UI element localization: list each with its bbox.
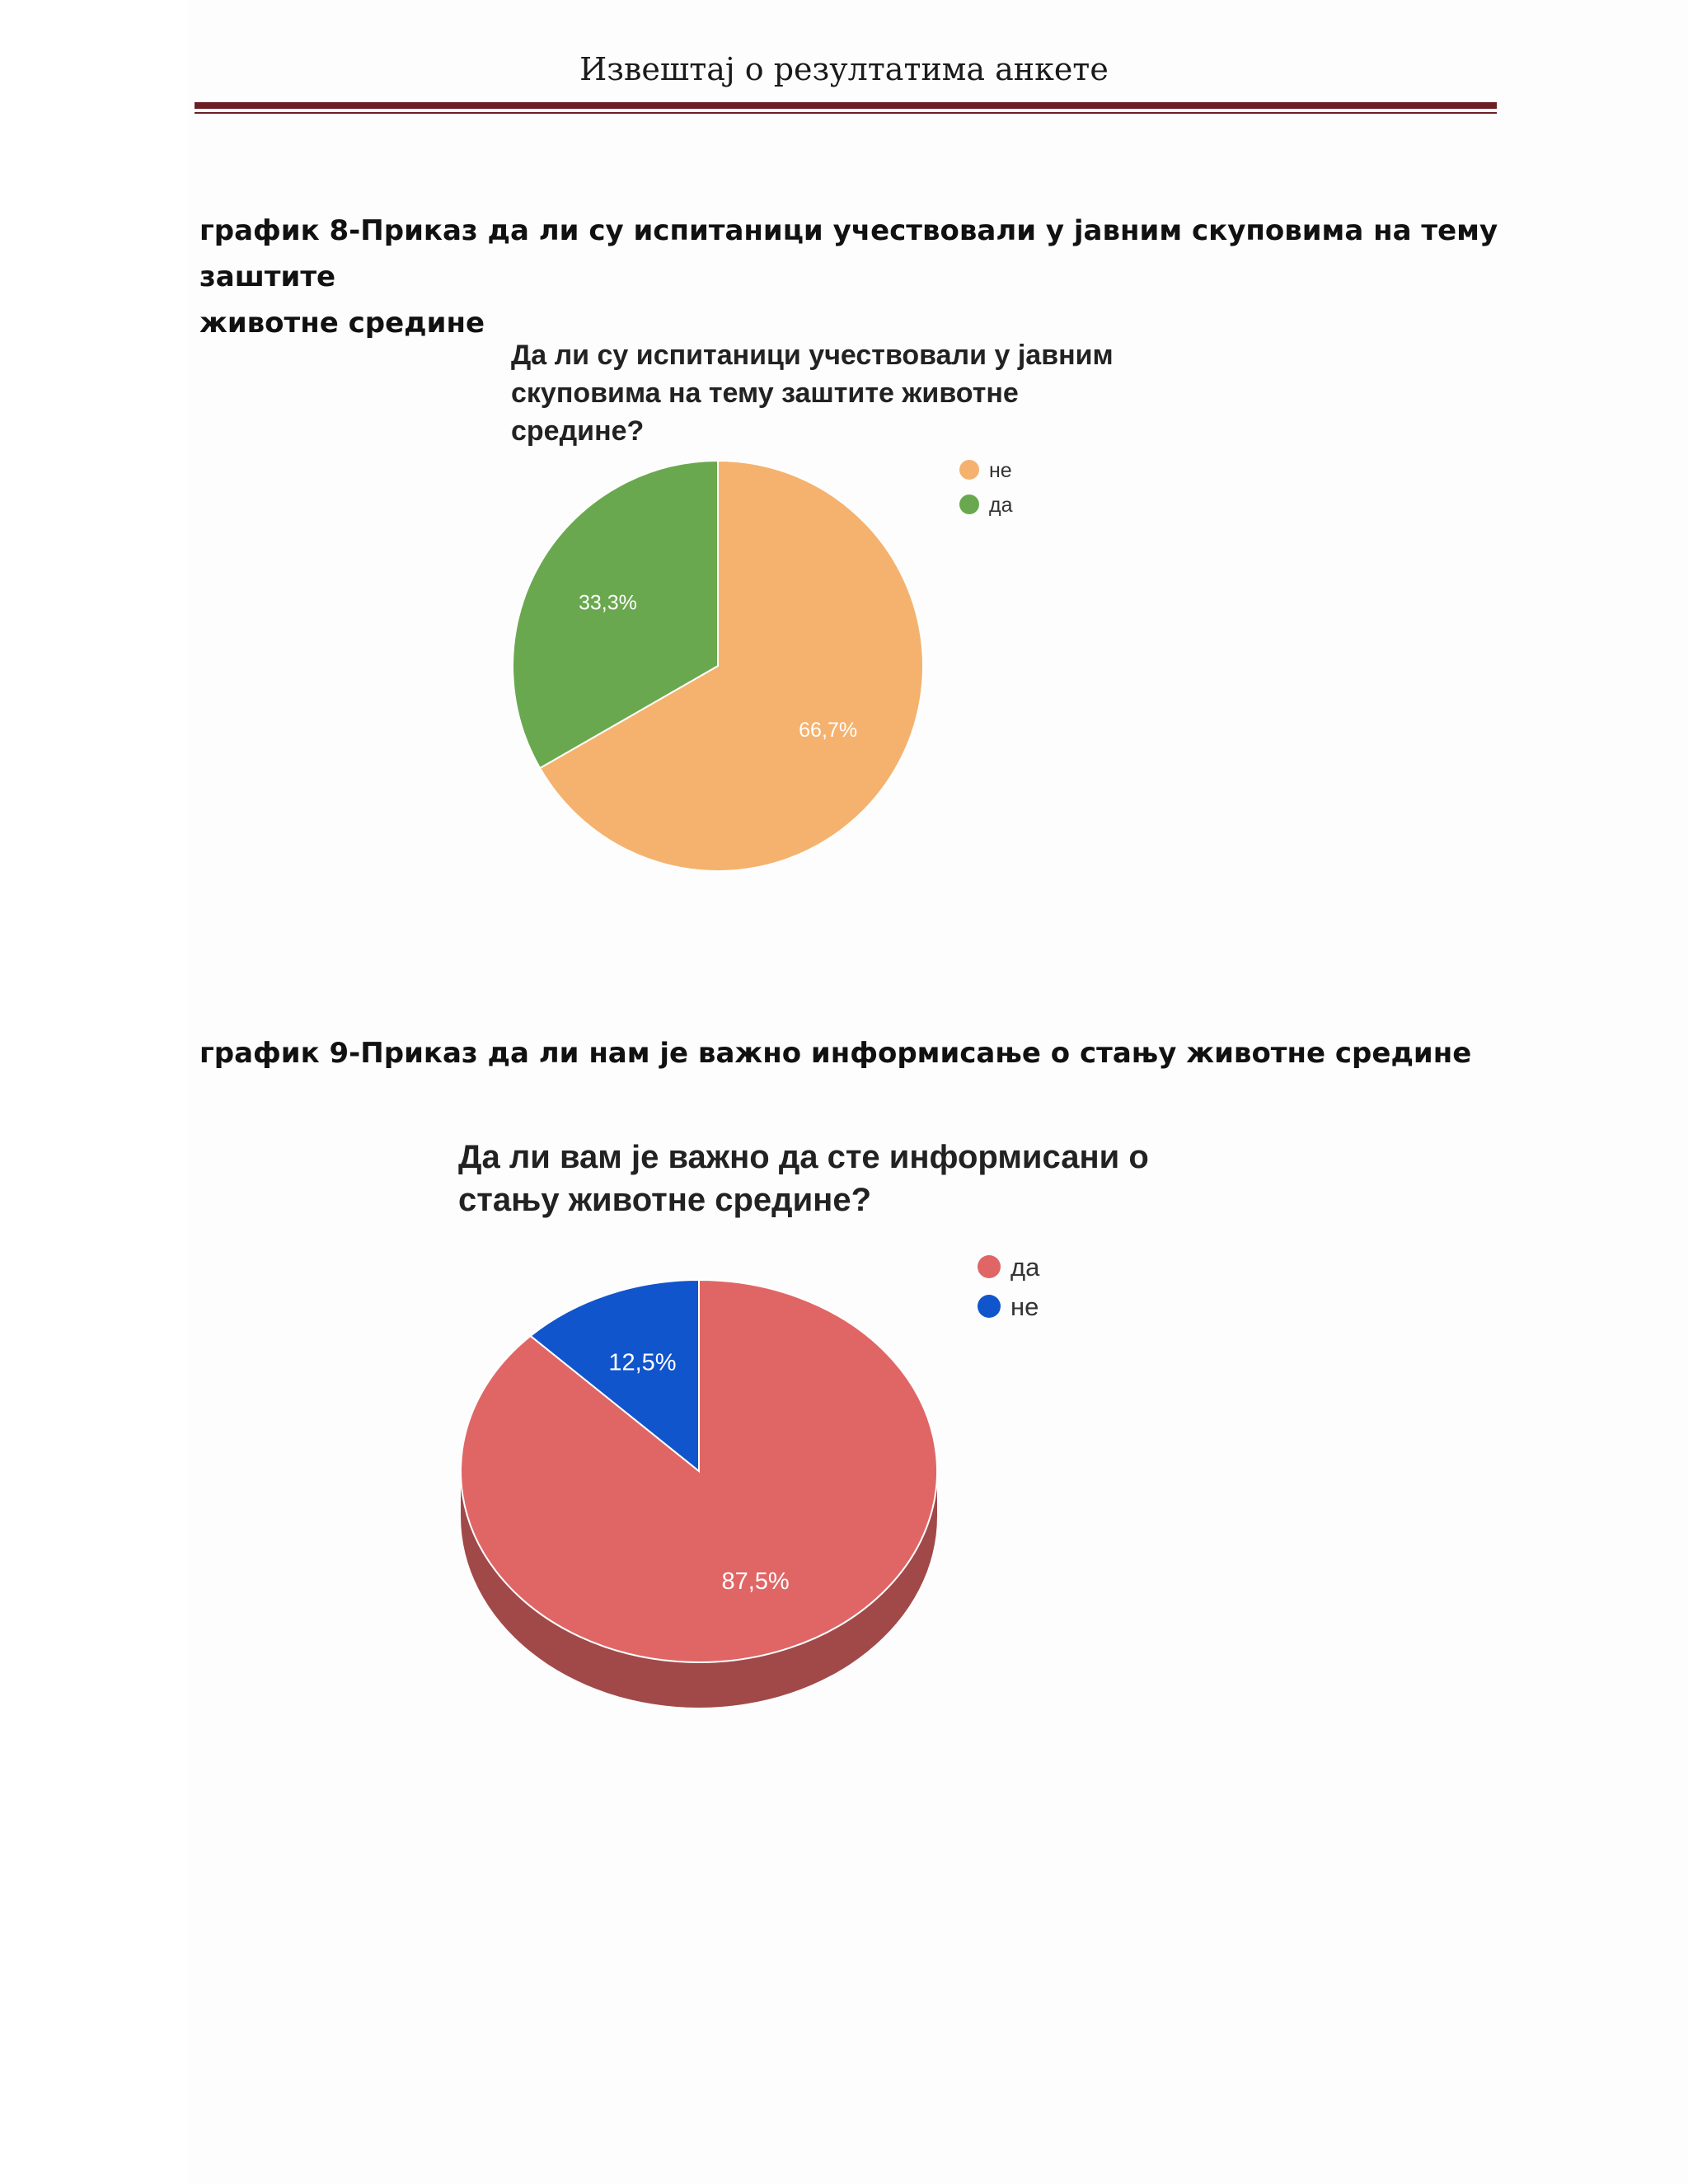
- chart-1-legend-label-0: не: [989, 458, 1012, 482]
- figure-9-caption: график 9-Приказ да ли нам је важно информисање о стању животне средине: [199, 1037, 1472, 1070]
- chart-2-slice-label-0: 87,5%: [721, 1568, 790, 1596]
- chart-1-legend-label-1: да: [989, 493, 1013, 517]
- chart-2-legend-swatch-0: [978, 1255, 1001, 1278]
- chart-2-legend-swatch-1: [978, 1295, 1001, 1318]
- figure-8-caption: график 8-Приказ да ли су испитаници учествовали у јавним скуповима на тему заштите животне средине: [199, 214, 1498, 340]
- chart-1-slice-label-1: 33,3%: [578, 591, 637, 615]
- chart-2-title: Да ли вам је важно да сте информисани о стању животне средине?: [458, 1139, 1149, 1218]
- chart-2-slice-label-1: 12,5%: [608, 1349, 677, 1376]
- running-header: Извештај о резултатима анкете: [579, 51, 1109, 87]
- chart-1-slice-label-0: 66,7%: [799, 719, 858, 743]
- chart-2-legend-label-1: не: [1010, 1291, 1039, 1321]
- chart-2-legend-label-0: да: [1010, 1252, 1040, 1282]
- chart-1-title: Да ли су испитаници учествовали у јавним скуповима на тему заштите животне средине?: [511, 340, 1114, 447]
